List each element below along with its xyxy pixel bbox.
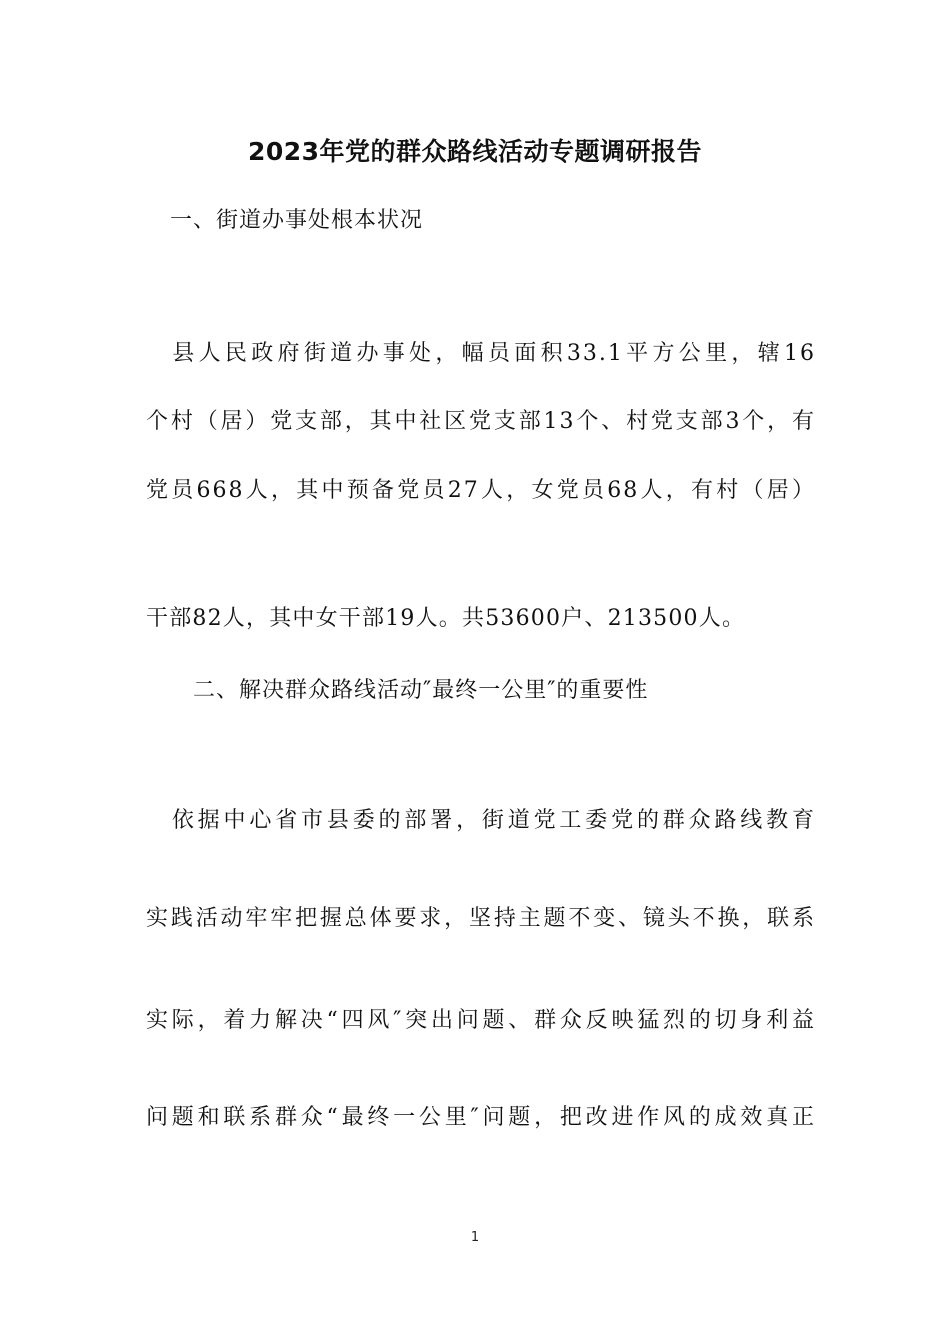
paragraph-1-line-1: 县人民政府街道办事处，幅员面积33.1平方公里，辖16 — [146, 341, 816, 366]
paragraph-2-line-1: 依据中心省市县委的部署，街道党工委党的群众路线教育 — [146, 808, 816, 833]
paragraph-1-line-4: 干部82人，其中女干部19人。共53600户、213500人。 — [146, 606, 746, 631]
paragraph-2-line-3: 实际，着力解决“四风″突出问题、群众反映猛烈的切身利益 — [146, 1008, 816, 1033]
section-2-heading: 二、解决群众路线活动″最终一公里″的重要性 — [170, 678, 649, 703]
paragraph-2-line-2: 实践活动牢牢把握总体要求，坚持主题不变、镜头不换，联系 — [146, 906, 816, 931]
document-title: 2023年党的群众路线活动专题调研报告 — [247, 137, 703, 166]
paragraph-1-line-3: 党员668人，其中预备党员27人，女党员68人，有村（居） — [146, 478, 816, 503]
section-1-heading: 一、街道办事处根本状况 — [170, 208, 424, 233]
page-number: 1 — [470, 1230, 480, 1245]
paragraph-2-line-4: 问题和联系群众“最终一公里″问题，把改进作风的成效真正 — [146, 1105, 816, 1130]
paragraph-1-line-2: 个村（居）党支部，其中社区党支部13个、村党支部3个，有 — [146, 409, 816, 434]
